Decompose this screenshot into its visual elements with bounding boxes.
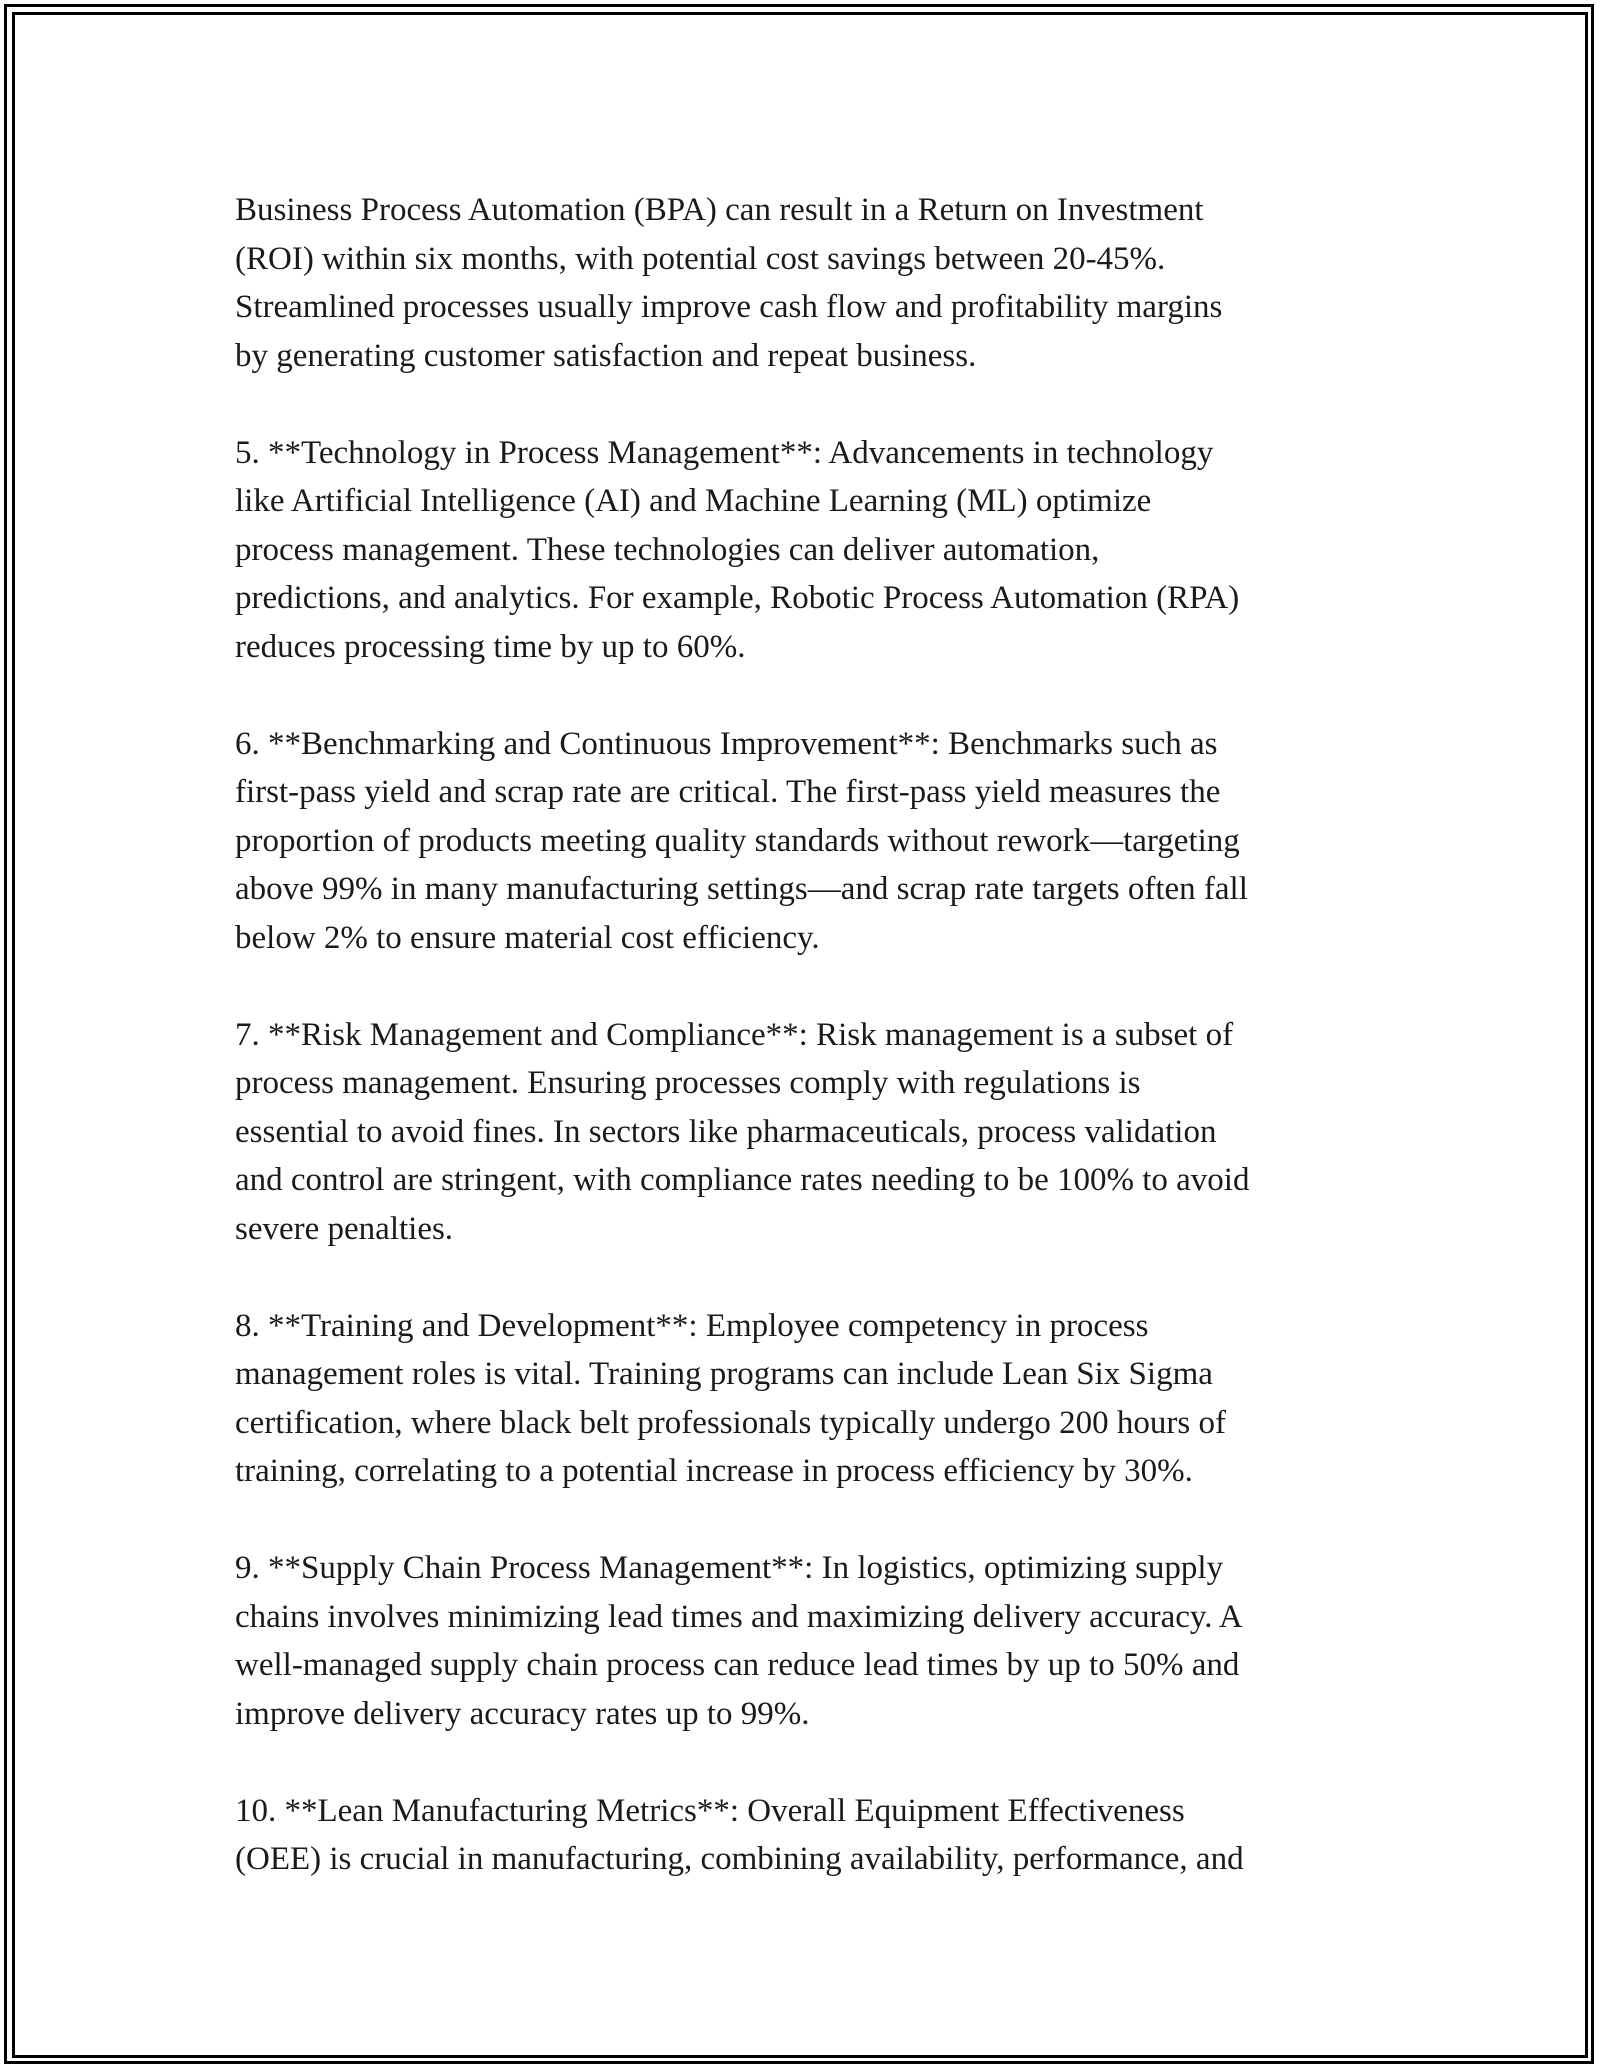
text-line: essential to avoid fines. In sectors like pharmaceuticals, process validation [235, 1113, 1217, 1150]
text-line: management roles is vital. Training programs can include Lean Six Sigma [235, 1356, 1213, 1392]
text-line: improve delivery accuracy rates up to 99%. [235, 1695, 810, 1732]
paragraph-supply-chain [235, 1544, 1375, 1738]
text-line: by generating customer satisfaction and repeat business. [235, 337, 977, 374]
text-line: severe penalties. [235, 1210, 454, 1247]
text-line: predictions, and analytics. For example, Robotic Process Automation (RPA) [235, 580, 1240, 616]
paragraph-risk-management [235, 1011, 1375, 1254]
text-line: (OEE) is crucial in manufacturing, combining availability, performance, and [235, 1841, 1244, 1877]
text-line: certification, where black belt professionals typically undergo 200 hours of [235, 1404, 1226, 1441]
paragraph-lean-metrics [235, 1787, 1375, 1884]
text-line: 7. **Risk Management and Compliance**: Risk management is a subset of [235, 1016, 1234, 1053]
text-line: training, correlating to a potential increase in process efficiency by 30%. [235, 1453, 1193, 1489]
text-line: like Artificial Intelligence (AI) and Machine Learning (ML) optimize [235, 483, 1152, 519]
paragraph-benchmarking [235, 720, 1375, 963]
document-body [235, 186, 1375, 1884]
text-line: 6. **Benchmarking and Continuous Improvement**: Benchmarks such as [235, 725, 1218, 762]
text-line: 10. **Lean Manufacturing Metrics**: Overall Equipment Effectiveness [235, 1792, 1185, 1829]
paragraph-training [235, 1302, 1375, 1496]
text-line: 5. **Technology in Process Management**: Advancements in technology [235, 434, 1214, 471]
text-line: process management. Ensuring processes comply with regulations is [235, 1065, 1141, 1101]
text-line: Streamlined processes usually improve cash flow and profitability margins [235, 289, 1223, 325]
text-line: proportion of products meeting quality standards without rework—targeting [235, 822, 1240, 859]
text-line: chains involves minimizing lead times and maximizing delivery accuracy. A [235, 1598, 1243, 1635]
text-line: (ROI) within six months, with potential cost savings between 20-45%. [235, 240, 1166, 277]
paragraph-technology [235, 429, 1375, 672]
text-line: above 99% in many manufacturing settings—and scrap rate targets often fall [235, 871, 1248, 907]
paragraph-bpa-roi [235, 186, 1375, 380]
text-line: and control are stringent, with compliance rates needing to be 100% to avoid [235, 1162, 1250, 1198]
text-line: process management. These technologies can deliver automation, [235, 531, 1100, 568]
text-line: below 2% to ensure material cost efficiency. [235, 919, 820, 956]
text-line: Business Process Automation (BPA) can result in a Return on Investment [235, 192, 1204, 228]
text-line: reduces processing time by up to 60%. [235, 628, 746, 665]
text-line: 9. **Supply Chain Process Management**: In logistics, optimizing supply [235, 1550, 1224, 1586]
text-line: first-pass yield and scrap rate are critical. The first-pass yield measures the [235, 774, 1221, 810]
text-line: well-managed supply chain process can reduce lead times by up to 50% and [235, 1647, 1240, 1683]
text-line: 8. **Training and Development**: Employee competency in process [235, 1307, 1149, 1344]
